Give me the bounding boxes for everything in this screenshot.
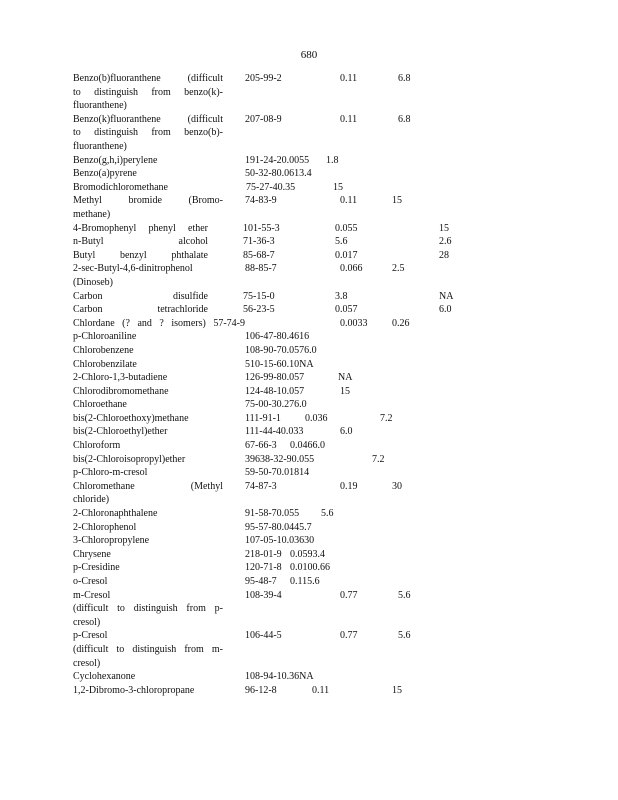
chemical-name-line: m-Cresol (73, 589, 111, 601)
table-row (0, 507, 618, 521)
value-col-2: 15 (392, 684, 402, 696)
table-row (0, 262, 618, 289)
cas-number: 510-15-60.10NA (245, 358, 314, 370)
cas-number: 75-15-0 (243, 290, 275, 302)
chemical-name (73, 358, 137, 372)
value-col-1: 0.77 (340, 630, 358, 642)
table-row (0, 344, 618, 358)
chemical-name (73, 303, 208, 317)
cas-number: 74-87-3 (245, 480, 277, 492)
chemical-name (73, 290, 208, 304)
value-col-1: 1.8 (326, 154, 339, 166)
chemical-name-line: 4-Bromophenyl phenyl ether (73, 222, 208, 234)
value-col-1: 0.77 (340, 589, 358, 601)
value-col-2: 7.2 (380, 412, 393, 424)
cas-number: 108-94-10.36NA (245, 671, 314, 683)
cas-number: 106-47-80.4616 (245, 331, 310, 343)
chemical-name-line: (difficult to distinguish from m- (73, 643, 223, 655)
table-row (0, 167, 618, 181)
chemical-name (73, 167, 137, 181)
chemical-name-line: Bromodichloromethane (73, 181, 168, 193)
cas-number: 106-44-5 (245, 630, 282, 642)
value-col-1: 0.115.6 (290, 576, 320, 587)
chemical-name (73, 521, 136, 535)
chemical-name-line: Chlorobenzene (73, 344, 134, 356)
chemical-name (73, 235, 208, 249)
cas-number: 50-32-80.0613.4 (245, 168, 312, 180)
table-row (0, 303, 618, 317)
chemical-name-line: Cyclohexanone (73, 671, 136, 683)
table-row (0, 222, 618, 236)
chemical-name (73, 548, 111, 562)
chemical-name (73, 670, 135, 684)
cas-number: 108-39-4 (245, 589, 282, 601)
table-row (0, 670, 618, 684)
cas-number: 107-05-10.03630 (245, 535, 315, 547)
chemical-name (73, 684, 194, 698)
value-col-1: 0.11 (340, 195, 358, 207)
table-row (0, 385, 618, 399)
chemical-name-line: Chlorobenzilate (73, 358, 137, 370)
table-row (0, 235, 618, 249)
value-col-1: 0.057 (335, 304, 358, 316)
chemical-name (73, 425, 167, 439)
cas-number: 205-99-2 (245, 73, 282, 84)
chemical-name (73, 249, 208, 263)
chemical-name-line: cresol) (73, 657, 101, 669)
table-row (0, 181, 618, 195)
cas-number: 126-99-80.057 (245, 372, 305, 384)
chemical-name-line: p-Cresidine (73, 562, 120, 574)
table-row (0, 480, 618, 507)
cas-number: 191-24-20.0055 (245, 154, 310, 166)
chemical-name-line: 2-sec-Butyl-4,6-dinitrophenol (73, 263, 193, 275)
chemical-name (73, 154, 157, 168)
chemical-name (73, 412, 189, 426)
chemical-name (73, 398, 127, 412)
table-row (0, 521, 618, 535)
cas-number: 59-50-70.01814 (245, 467, 310, 479)
chemical-name (73, 194, 223, 221)
chemical-name (73, 222, 208, 236)
chemical-name-line: (Dinoseb) (73, 276, 113, 288)
chemical-name-line: bis(2-Chloroethoxy)methane (73, 412, 189, 424)
chemical-name-line: 3-Chloropropylene (73, 535, 150, 547)
page-number: 680 (300, 49, 318, 61)
cas-number: 56-23-5 (243, 304, 275, 316)
chemical-name-line: Carbon disulfide (73, 290, 208, 302)
value-col-1: 5.6 (321, 508, 334, 520)
value-col-1: 0.0033 (340, 317, 368, 329)
value-col-1: 0.0100.66 (290, 562, 330, 574)
value-col-1: 0.19 (340, 480, 358, 492)
cas-number: 95-48-7 (245, 576, 277, 587)
chemical-table (0, 72, 618, 697)
value-col-1: 0.0466.0 (290, 440, 325, 452)
value-col-1: 0.036 (305, 412, 328, 424)
chemical-name (73, 629, 223, 670)
cas-number: 75-00-30.276.0 (245, 399, 307, 411)
table-row (0, 548, 618, 562)
value-col-2: 15 (392, 195, 402, 207)
table-row (0, 575, 618, 589)
chemical-name-line: Methyl bromide (Bromo- (73, 195, 223, 207)
chemical-name-line: Butyl benzyl phthalate (73, 249, 208, 261)
value-col-2: 30 (392, 480, 402, 492)
value-col-1: 0.11 (340, 73, 358, 84)
cas-number: 218-01-9 (245, 548, 282, 560)
cas-number: 120-71-8 (245, 562, 282, 574)
cas-number: 75-27-40.35 (246, 181, 296, 193)
chemical-name-line: methane) (73, 208, 111, 220)
chemical-name-line: fluoranthene) (73, 100, 127, 112)
chemical-name-line: Chlordane (? and ? isomers) 57-74-9 (73, 317, 245, 329)
chemical-name (73, 317, 245, 331)
cas-number: 96-12-8 (245, 684, 277, 696)
chemical-name (73, 385, 169, 399)
cas-number: 88-85-7 (245, 263, 277, 275)
chemical-name-line: Benzo(b)fluoranthene (difficult (73, 73, 223, 84)
value-col-2: 2.5 (392, 263, 405, 275)
value-col-3: 28 (439, 249, 449, 261)
chemical-name-line: Benzo(g,h,i)perylene (73, 154, 158, 166)
chemical-name-line: p-Cresol (73, 630, 108, 642)
table-row (0, 330, 618, 344)
value-col-2: 6.8 (398, 73, 411, 84)
chemical-name (73, 72, 223, 113)
table-row (0, 561, 618, 575)
value-col-1: 5.6 (335, 236, 348, 248)
table-row (0, 534, 618, 548)
chemical-name-line: p-Chloroaniline (73, 331, 137, 343)
chemical-name-line: Chrysene (73, 548, 111, 560)
chemical-name (73, 113, 223, 154)
table-row (0, 589, 618, 630)
value-col-1: NA (338, 372, 353, 384)
chemical-name-line: fluoranthene) (73, 140, 127, 152)
chemical-name (73, 561, 120, 575)
value-col-2: 0.26 (392, 317, 410, 329)
cas-number: 91-58-70.055 (245, 508, 300, 520)
table-row (0, 317, 618, 331)
chemical-name (73, 534, 149, 548)
cas-number: 85-68-7 (243, 249, 275, 261)
chemical-name-line: Chloroform (73, 440, 121, 452)
value-col-1: 15 (340, 385, 350, 397)
cas-number: 124-48-10.057 (245, 385, 305, 397)
chemical-name-line: n-Butyl alcohol (73, 236, 208, 248)
table-row (0, 358, 618, 372)
value-col-1: 0.017 (335, 249, 358, 261)
value-col-1: 15 (333, 181, 343, 193)
table-row (0, 684, 618, 698)
chemical-name-line: 2-Chloronaphthalene (73, 508, 158, 520)
value-col-3: NA (439, 290, 454, 302)
value-col-1: 0.055 (335, 222, 358, 234)
table-row (0, 371, 618, 385)
cas-number: 108-90-70.0576.0 (245, 344, 317, 356)
chemical-name-line: Chloroethane (73, 399, 127, 411)
chemical-name (73, 480, 223, 507)
cas-number: 67-66-3 (245, 440, 277, 452)
cas-number: 111-44-40.033 (245, 426, 304, 438)
value-col-3: 15 (439, 222, 449, 234)
chemical-name (73, 181, 168, 195)
table-row (0, 425, 618, 439)
cas-number: 39638-32-90.055 (245, 453, 315, 465)
chemical-name (73, 466, 147, 480)
table-row (0, 290, 618, 304)
chemical-name (73, 439, 120, 453)
chemical-name-line: to distinguish from benzo(k)- (73, 86, 223, 98)
chemical-name (73, 330, 136, 344)
value-col-1: 0.11 (340, 113, 358, 125)
cas-number: 101-55-3 (243, 222, 280, 234)
value-col-1: 0.0593.4 (290, 548, 325, 560)
value-col-2: 5.6 (398, 630, 411, 642)
cas-number: 207-08-9 (245, 113, 282, 125)
chemical-name-line: 2-Chloro-1,3-butadiene (73, 372, 168, 384)
chemical-name-line: cresol) (73, 616, 101, 628)
table-row (0, 154, 618, 168)
chemical-name-line: p-Chloro-m-cresol (73, 467, 148, 479)
value-col-1: 3.8 (335, 290, 348, 302)
table-row (0, 629, 618, 670)
table-row (0, 453, 618, 467)
value-col-1: 0.11 (312, 684, 330, 696)
value-col-3: 6.0 (439, 304, 452, 316)
chemical-name-line: Chloromethane (Methyl (73, 480, 223, 492)
table-row (0, 113, 618, 154)
chemical-name-line: 1,2-Dibromo-3-chloropropane (73, 684, 195, 696)
chemical-name (73, 344, 134, 358)
chemical-name (73, 453, 185, 467)
table-row (0, 72, 618, 113)
value-col-2: 6.8 (398, 113, 411, 125)
chemical-name (73, 589, 223, 630)
value-col-2: 5.6 (398, 589, 411, 601)
value-col-3: 2.6 (439, 236, 452, 248)
chemical-name-line: Benzo(k)fluoranthene (difficult (73, 113, 223, 125)
chemical-name (73, 507, 157, 521)
chemical-name-line: Carbon tetrachloride (73, 304, 208, 316)
table-row (0, 249, 618, 263)
value-col-1: 6.0 (340, 426, 353, 438)
cas-number: 111-91-1 (245, 412, 281, 424)
chemical-name-line: to distinguish from benzo(b)- (73, 127, 223, 139)
chemical-name (73, 371, 167, 385)
chemical-name-line: 2-Chlorophenol (73, 521, 137, 533)
chemical-name (73, 575, 107, 589)
cas-number: 74-83-9 (245, 195, 277, 207)
table-row (0, 398, 618, 412)
chemical-name-line: Benzo(a)pyrene (73, 168, 137, 180)
chemical-name-line: chloride) (73, 494, 110, 506)
value-col-1: 7.2 (372, 453, 385, 465)
chemical-name-line: (difficult to distinguish from p- (73, 603, 223, 615)
table-row (0, 466, 618, 480)
chemical-name-line: bis(2-Chloroethyl)ether (73, 426, 168, 438)
chemical-name-line: bis(2-Chloroisopropyl)ether (73, 453, 186, 465)
table-row (0, 439, 618, 453)
chemical-name-line: o-Cresol (73, 576, 108, 587)
value-col-1: 0.066 (340, 263, 363, 275)
table-row (0, 194, 618, 221)
table-row (0, 412, 618, 426)
chemical-name-line: Chlorodibromomethane (73, 385, 169, 397)
cas-number: 95-57-80.0445.7 (245, 521, 312, 533)
chemical-name (73, 262, 193, 289)
cas-number: 71-36-3 (243, 236, 275, 248)
